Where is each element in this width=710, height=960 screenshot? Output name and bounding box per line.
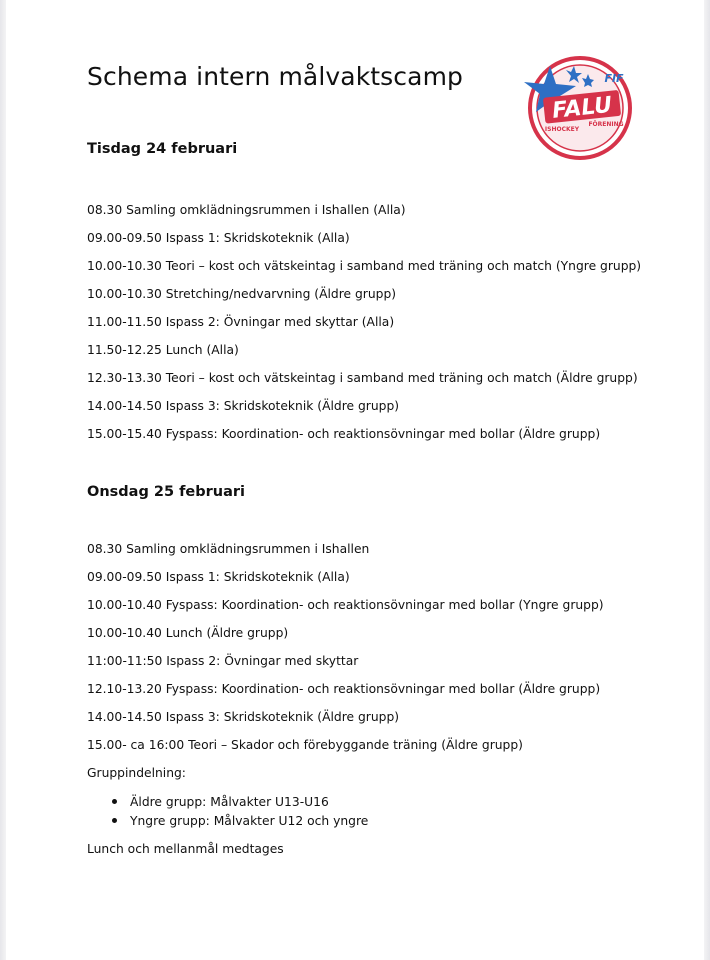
logo-text-right: FÖRENING	[588, 121, 624, 128]
schedule-item: 09.00-09.50 Ispass 1: Skridskoteknik (Alla)	[87, 570, 350, 584]
group-list-item	[112, 795, 329, 809]
day-heading-wednesday: Onsdag 25 februari	[87, 484, 245, 500]
logo-text-left: ISHOCKEY	[544, 126, 580, 133]
schedule-item: 10.00-10.30 Teori – kost och vätskeintag i samband med träning och match (Yngre grupp)	[87, 259, 642, 273]
schedule-item: 11:00-11:50 Ispass 2: Övningar med skyttar	[87, 654, 359, 668]
day-heading-tuesday: Tisdag 24 februari	[87, 141, 238, 157]
schedule-item: 14.00-14.50 Ispass 3: Skridskoteknik (Äldre grupp)	[87, 399, 400, 413]
schedule-item: 08.30 Samling omklädningsrummen i Ishallen (Alla)	[87, 203, 406, 217]
schedule-item: 14.00-14.50 Ispass 3: Skridskoteknik (Äldre grupp)	[87, 710, 400, 724]
group-list-item-text: Äldre grupp: Målvakter U13-U16	[130, 795, 329, 809]
logo-text-top: FIF	[604, 72, 624, 85]
logo-text-main: FALU	[551, 92, 614, 124]
schedule-item: 12.10-13.20 Fyspass: Koordination- och reaktionsövningar med bollar (Äldre grupp)	[87, 682, 601, 696]
bullet-icon	[112, 799, 117, 804]
schedule-item: 11.50-12.25 Lunch (Alla)	[87, 343, 239, 357]
falu-if-logo	[522, 52, 636, 160]
schedule-item: 10.00-10.30 Stretching/nedvarvning (Äldre grupp)	[87, 287, 397, 301]
group-list-item	[112, 814, 368, 828]
schedule-item: 09.00-09.50 Ispass 1: Skridskoteknik (Alla)	[87, 231, 350, 245]
schedule-item: 10.00-10.40 Fyspass: Koordination- och reaktionsövningar med bollar (Yngre grupp)	[87, 598, 604, 612]
schedule-item: 15.00-15.40 Fyspass: Koordination- och reaktionsövningar med bollar (Äldre grupp)	[87, 427, 601, 441]
group-list-item-text: Yngre grupp: Målvakter U12 och yngre	[130, 814, 369, 828]
schedule-item: 15.00- ca 16:00 Teori – Skador och förebyggande träning (Äldre grupp)	[87, 738, 523, 752]
schedule-item: 12.30-13.30 Teori – kost och vätskeintag i samband med träning och match (Äldre grupp)	[87, 371, 638, 385]
schedule-item: 08.30 Samling omklädningsrummen i Ishallen	[87, 542, 370, 556]
groups-label: Gruppindelning:	[87, 766, 186, 780]
footer-note: Lunch och mellanmål medtages	[87, 842, 284, 856]
schedule-item: 11.00-11.50 Ispass 2: Övningar med skyttar (Alla)	[87, 315, 395, 329]
document-title: Schema intern målvaktscamp	[87, 62, 463, 91]
schedule-item: 10.00-10.40 Lunch (Äldre grupp)	[87, 626, 289, 640]
bullet-icon	[112, 818, 117, 823]
